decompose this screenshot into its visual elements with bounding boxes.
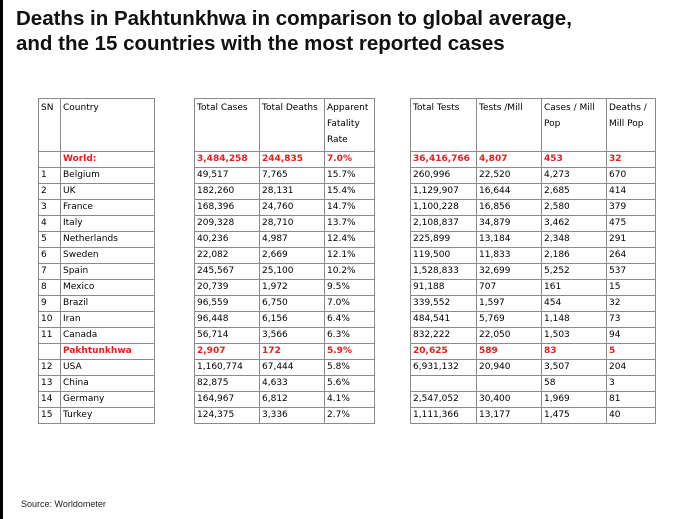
table-row <box>411 248 656 264</box>
table-cell: 94 <box>607 328 656 344</box>
table-cell: 1,475 <box>542 408 607 424</box>
table-cell: 453 <box>542 152 607 168</box>
table-row <box>195 392 375 408</box>
table-cell: 339,552 <box>411 296 477 312</box>
table-row <box>39 328 155 344</box>
table-cell: 11,833 <box>477 248 542 264</box>
table-cell: 3,566 <box>260 328 325 344</box>
table-cell: 2,907 <box>195 344 260 360</box>
table-cell: 1,503 <box>542 328 607 344</box>
column-header: Cases / Mill Pop <box>542 99 607 152</box>
table-row <box>195 168 375 184</box>
table-cell: 1,972 <box>260 280 325 296</box>
table-row <box>195 264 375 280</box>
table-cell: Netherlands <box>61 232 155 248</box>
table-cell: UK <box>61 184 155 200</box>
table-cell: 5,252 <box>542 264 607 280</box>
table-row <box>39 392 155 408</box>
column-header: Country <box>61 99 155 152</box>
table-cell: Mexico <box>61 280 155 296</box>
table-cell: 4 <box>39 216 61 232</box>
table-cell: 5.8% <box>325 360 375 376</box>
table-cell: 164,967 <box>195 392 260 408</box>
table-cell <box>411 376 477 392</box>
table-cell: 82,875 <box>195 376 260 392</box>
table-cell: 20,940 <box>477 360 542 376</box>
table-row <box>411 216 656 232</box>
table-row <box>39 264 155 280</box>
table-cell: 20,625 <box>411 344 477 360</box>
table-cell: 244,835 <box>260 152 325 168</box>
table-row <box>39 408 155 424</box>
table-cell: 13,184 <box>477 232 542 248</box>
column-header: Total Cases <box>195 99 260 152</box>
table-cell: 264 <box>607 248 656 264</box>
table-cell: 209,328 <box>195 216 260 232</box>
table-cell: 4,633 <box>260 376 325 392</box>
table-cell: 36,416,766 <box>411 152 477 168</box>
table-cell: 1,148 <box>542 312 607 328</box>
table-cell: 707 <box>477 280 542 296</box>
table-cell: 4,987 <box>260 232 325 248</box>
table-cell <box>39 152 61 168</box>
table-cell: 14 <box>39 392 61 408</box>
table-row <box>195 280 375 296</box>
table-row <box>39 296 155 312</box>
table-row <box>39 360 155 376</box>
table-cell: 13 <box>39 376 61 392</box>
table-cell: 2.7% <box>325 408 375 424</box>
table-cell: 4,273 <box>542 168 607 184</box>
table-row <box>411 200 656 216</box>
table-cell: 6,750 <box>260 296 325 312</box>
table-row <box>195 296 375 312</box>
table-cell: 49,517 <box>195 168 260 184</box>
table-cell: 245,567 <box>195 264 260 280</box>
table-cell: 7.0% <box>325 296 375 312</box>
table-row <box>195 248 375 264</box>
table-row <box>195 184 375 200</box>
table-row <box>39 280 155 296</box>
table-cell: 15.4% <box>325 184 375 200</box>
table-cell: 96,448 <box>195 312 260 328</box>
table-cell: 16,644 <box>477 184 542 200</box>
table-cell: 1,100,228 <box>411 200 477 216</box>
table-cell: 475 <box>607 216 656 232</box>
table-row <box>411 264 656 280</box>
table-row <box>195 312 375 328</box>
table-cell: 30,400 <box>477 392 542 408</box>
table-cell: 15 <box>607 280 656 296</box>
table-cell: 5,769 <box>477 312 542 328</box>
table-cell: 7,765 <box>260 168 325 184</box>
table-cell: 260,996 <box>411 168 477 184</box>
table-cell: Spain <box>61 264 155 280</box>
table-cell: 83 <box>542 344 607 360</box>
table-row <box>411 328 656 344</box>
table-row <box>39 248 155 264</box>
table-row <box>195 360 375 376</box>
table-cell: 2,580 <box>542 200 607 216</box>
table-cell: Turkey <box>61 408 155 424</box>
table-row <box>411 296 656 312</box>
table-cell: 32 <box>607 152 656 168</box>
table-row <box>39 344 155 360</box>
table-cell: 1,129,907 <box>411 184 477 200</box>
table-cell: Italy <box>61 216 155 232</box>
table-cell: 40 <box>607 408 656 424</box>
table-row <box>195 152 375 168</box>
column-header: Tests /Mill <box>477 99 542 152</box>
table-cell: 67,444 <box>260 360 325 376</box>
table-cell: 1,969 <box>542 392 607 408</box>
table-cell: 10 <box>39 312 61 328</box>
table-cell: 670 <box>607 168 656 184</box>
title-line-2: and the 15 countries with the most reported cases <box>16 32 505 55</box>
table-cell <box>477 376 542 392</box>
table-cell: 3,484,258 <box>195 152 260 168</box>
table-row <box>411 376 656 392</box>
table-cell: 6,156 <box>260 312 325 328</box>
table-cell: China <box>61 376 155 392</box>
table-cell: 484,541 <box>411 312 477 328</box>
table-row <box>195 344 375 360</box>
table-cell: 13,177 <box>477 408 542 424</box>
table-cell: 6,812 <box>260 392 325 408</box>
table-row <box>195 216 375 232</box>
table-cell: 124,375 <box>195 408 260 424</box>
table-cell: 14.7% <box>325 200 375 216</box>
table-cell: 2,348 <box>542 232 607 248</box>
page-title <box>16 6 676 56</box>
table-cell: 22,082 <box>195 248 260 264</box>
table-cell: 32,699 <box>477 264 542 280</box>
table-cell: 2,547,052 <box>411 392 477 408</box>
table-row <box>411 152 656 168</box>
table-row <box>411 408 656 424</box>
table-row <box>39 232 155 248</box>
table-cell: 22,520 <box>477 168 542 184</box>
column-header: Total Deaths <box>260 99 325 152</box>
table-cell: 5 <box>607 344 656 360</box>
title-line-1: Deaths in Pakhtunkhwa in comparison to global average, <box>16 7 572 30</box>
table-row <box>411 168 656 184</box>
table-cell: 3 <box>39 200 61 216</box>
table-cell: 81 <box>607 392 656 408</box>
column-header: Deaths / Mill Pop <box>607 99 656 152</box>
table-cell: 204 <box>607 360 656 376</box>
table-cell: 3 <box>607 376 656 392</box>
table-cell: 28,131 <box>260 184 325 200</box>
table-row <box>195 376 375 392</box>
table-cell: 28,710 <box>260 216 325 232</box>
table-cell: 16,856 <box>477 200 542 216</box>
column-header: SN <box>39 99 61 152</box>
table-cell: 12.1% <box>325 248 375 264</box>
table-cell: 6.3% <box>325 328 375 344</box>
table-row <box>39 312 155 328</box>
table-cell: 2,685 <box>542 184 607 200</box>
table-cell: 119,500 <box>411 248 477 264</box>
table-cell: Brazil <box>61 296 155 312</box>
table-cell: 6,931,132 <box>411 360 477 376</box>
table-cell: 13.7% <box>325 216 375 232</box>
table-cell: 91,188 <box>411 280 477 296</box>
table-cell: 73 <box>607 312 656 328</box>
table-cell: Germany <box>61 392 155 408</box>
table-cell: 40,236 <box>195 232 260 248</box>
table-cell: 96,559 <box>195 296 260 312</box>
table-cell: 6.4% <box>325 312 375 328</box>
table-cell: 172 <box>260 344 325 360</box>
table-cell: 414 <box>607 184 656 200</box>
table-cell: 537 <box>607 264 656 280</box>
table-cell: 182,260 <box>195 184 260 200</box>
table-row <box>39 152 155 168</box>
table-cell: 8 <box>39 280 61 296</box>
table-cell: 379 <box>607 200 656 216</box>
table-cell: Iran <box>61 312 155 328</box>
table-cell: 7.0% <box>325 152 375 168</box>
table-cell: Sweden <box>61 248 155 264</box>
table-cell: 3,336 <box>260 408 325 424</box>
table-row <box>195 232 375 248</box>
table-cell: 10.2% <box>325 264 375 280</box>
table-cell: 291 <box>607 232 656 248</box>
table-row <box>39 168 155 184</box>
table-cell: 32 <box>607 296 656 312</box>
table-cell: 25,100 <box>260 264 325 280</box>
table-row <box>39 216 155 232</box>
table-cell: 1,597 <box>477 296 542 312</box>
table-row <box>411 232 656 248</box>
table-row <box>411 392 656 408</box>
table-row <box>411 280 656 296</box>
table-cell: 225,899 <box>411 232 477 248</box>
table-cell: 2 <box>39 184 61 200</box>
table-cell: 11 <box>39 328 61 344</box>
tests-table <box>410 98 656 424</box>
table-cell: Belgium <box>61 168 155 184</box>
table-row <box>411 312 656 328</box>
source-note: Source: Worldometer <box>21 499 106 509</box>
table-cell: 34,879 <box>477 216 542 232</box>
table-cell: 832,222 <box>411 328 477 344</box>
table-cell: Canada <box>61 328 155 344</box>
table-row <box>195 408 375 424</box>
table-cell: World: <box>61 152 155 168</box>
table-cell: France <box>61 200 155 216</box>
table-cell: 589 <box>477 344 542 360</box>
table-cell: 454 <box>542 296 607 312</box>
table-row <box>39 200 155 216</box>
table-cell: 5.6% <box>325 376 375 392</box>
table-row <box>195 200 375 216</box>
table-row <box>411 344 656 360</box>
column-header: Total Tests <box>411 99 477 152</box>
table-cell: 9.5% <box>325 280 375 296</box>
table-cell: 3,507 <box>542 360 607 376</box>
table-cell: 58 <box>542 376 607 392</box>
table-cell: 2,108,837 <box>411 216 477 232</box>
table-cell: 15 <box>39 408 61 424</box>
table-cell: 7 <box>39 264 61 280</box>
table-cell: 24,760 <box>260 200 325 216</box>
table-cell: 5.9% <box>325 344 375 360</box>
table-cell: Pakhtunkhwa <box>61 344 155 360</box>
table-cell: 56,714 <box>195 328 260 344</box>
table-cell: 1,111,366 <box>411 408 477 424</box>
table-cell: 1,160,774 <box>195 360 260 376</box>
table-cell: 3,462 <box>542 216 607 232</box>
table-cell: 2,669 <box>260 248 325 264</box>
table-cell: 5 <box>39 232 61 248</box>
table-cell: 12 <box>39 360 61 376</box>
table-row <box>39 376 155 392</box>
table-cell: 12.4% <box>325 232 375 248</box>
table-cell: 9 <box>39 296 61 312</box>
table-cell: 1,528,833 <box>411 264 477 280</box>
table-cell: 1 <box>39 168 61 184</box>
table-cell: 168,396 <box>195 200 260 216</box>
table-row <box>195 328 375 344</box>
table-cell: 6 <box>39 248 61 264</box>
table-cell: 22,050 <box>477 328 542 344</box>
table-cell: 20,739 <box>195 280 260 296</box>
country-table <box>38 98 155 424</box>
table-row <box>411 184 656 200</box>
table-cell <box>39 344 61 360</box>
table-row <box>39 184 155 200</box>
table-cell: 4,807 <box>477 152 542 168</box>
cases-table <box>194 98 375 424</box>
table-cell: 15.7% <box>325 168 375 184</box>
table-cell: 161 <box>542 280 607 296</box>
table-cell: 4.1% <box>325 392 375 408</box>
table-cell: 2,186 <box>542 248 607 264</box>
column-header: Apparent Fatality Rate <box>325 99 375 152</box>
table-cell: USA <box>61 360 155 376</box>
table-row <box>411 360 656 376</box>
